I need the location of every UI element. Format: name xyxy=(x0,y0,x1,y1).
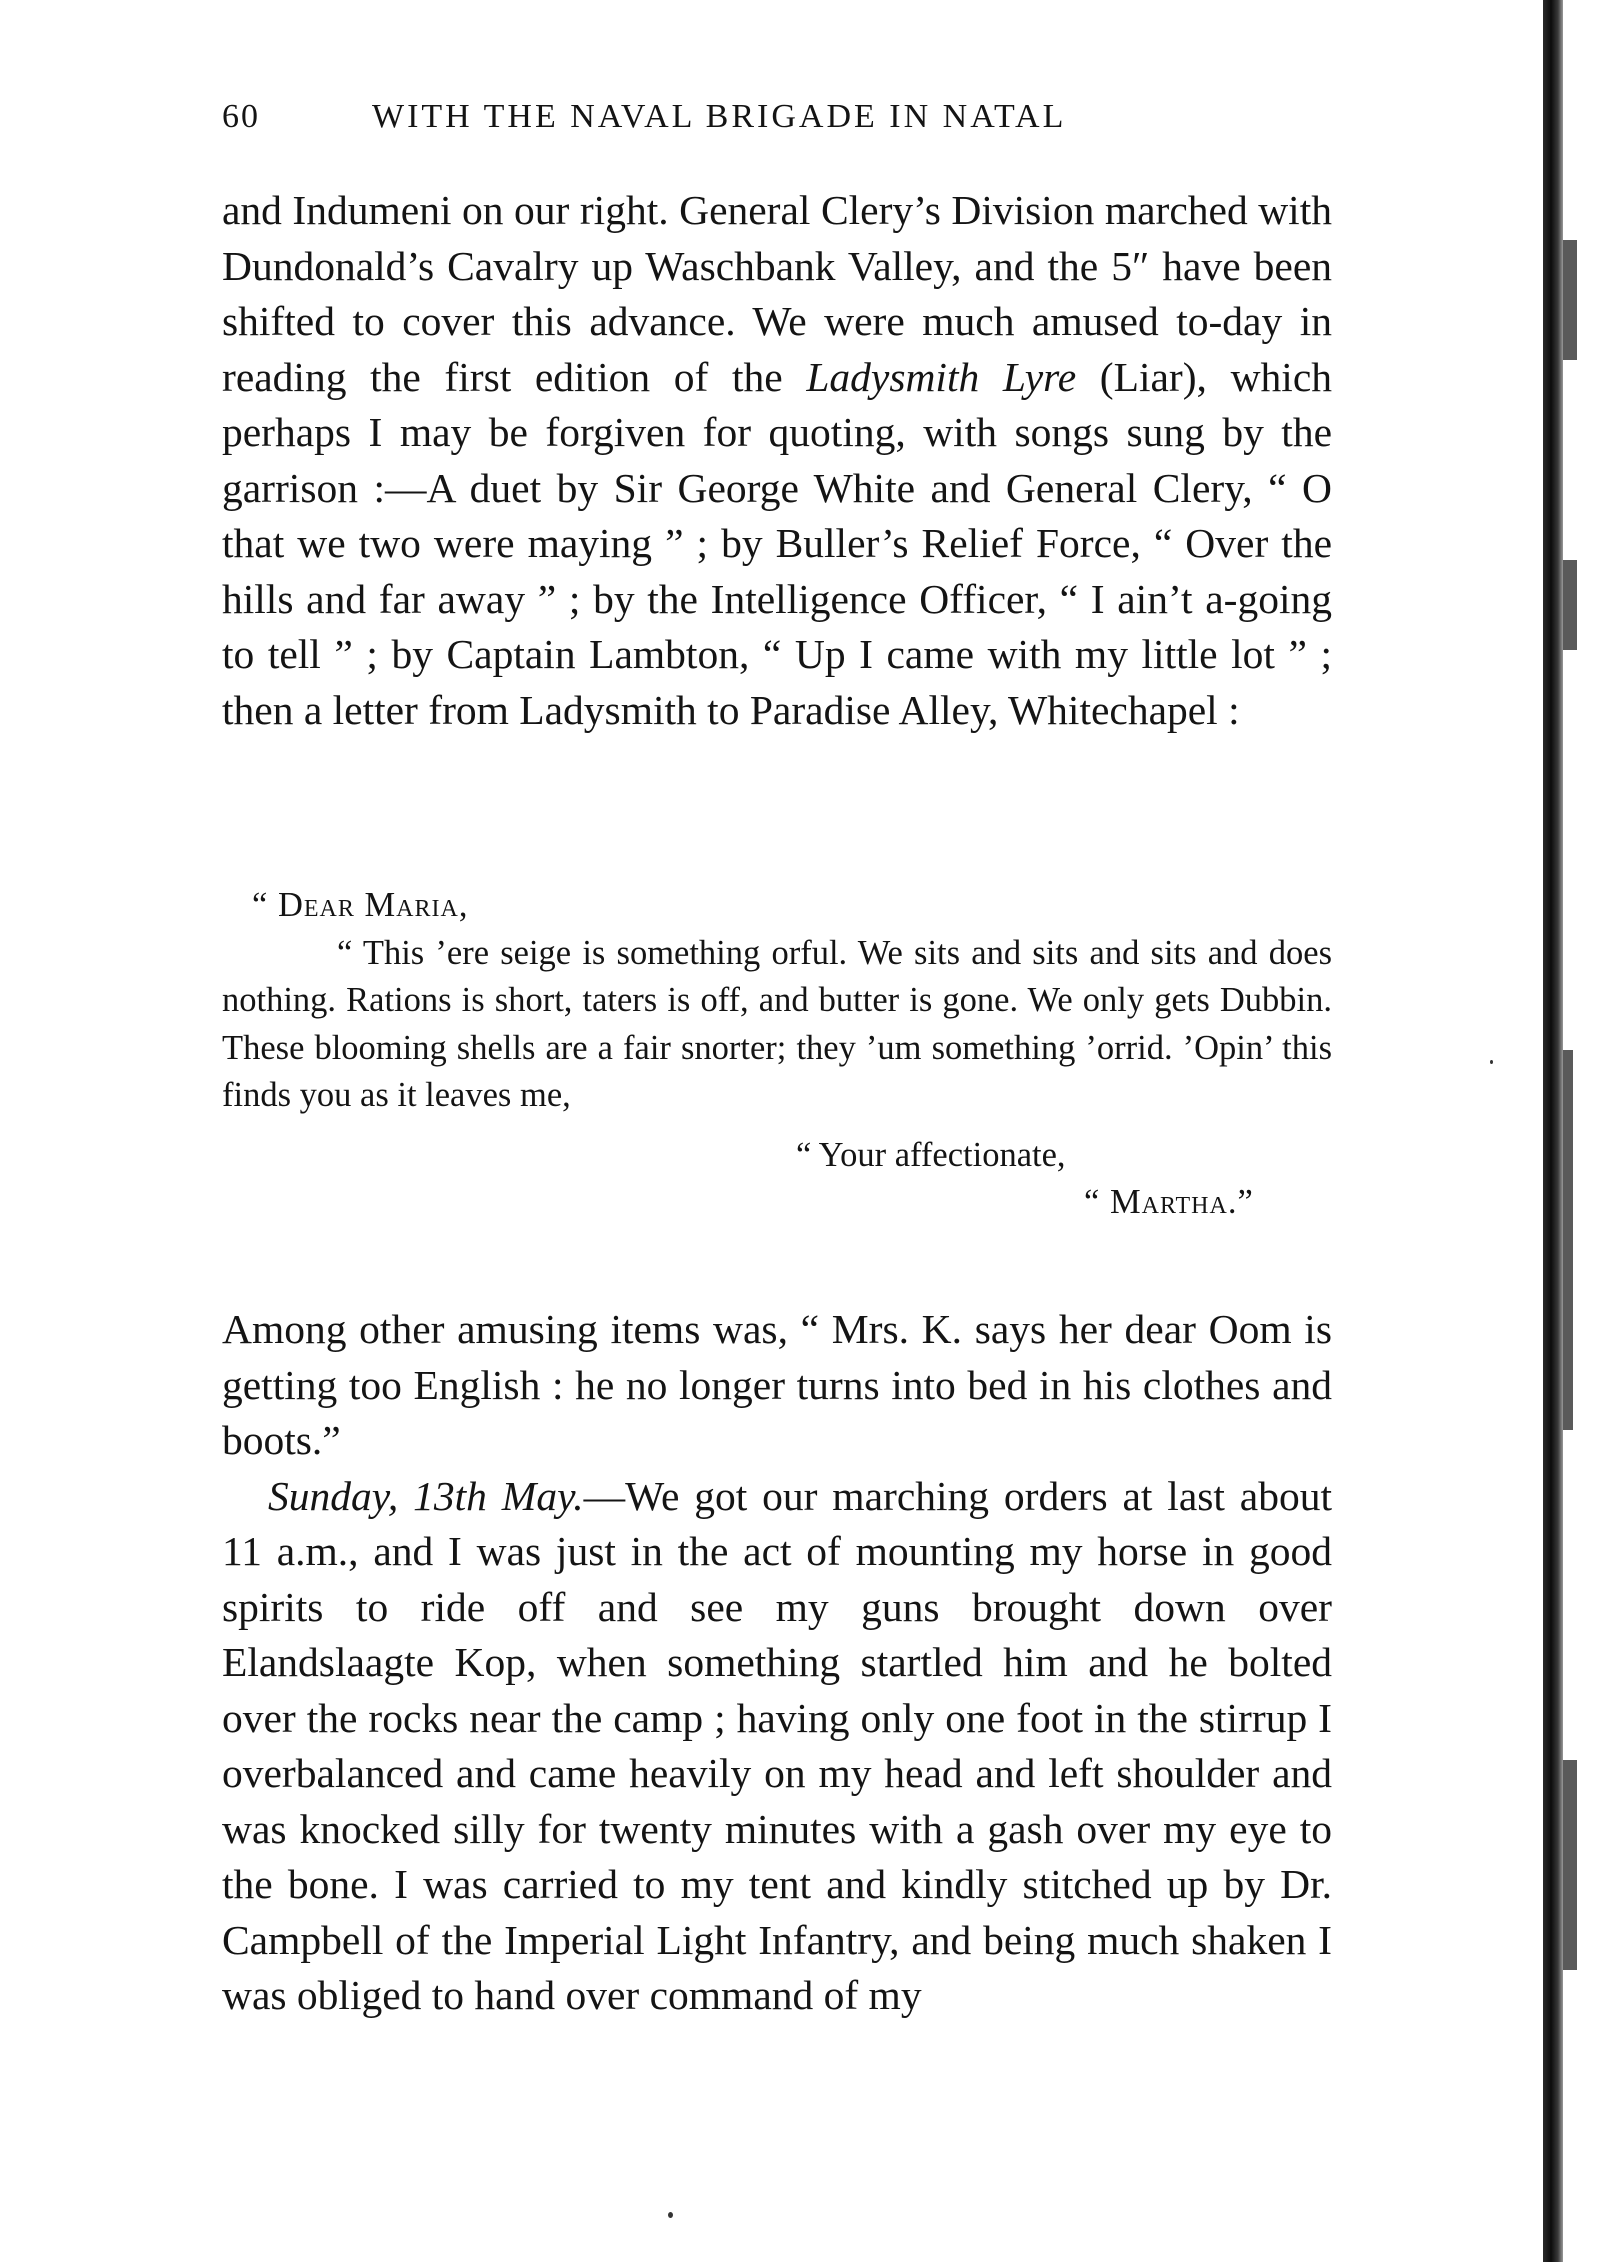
letter-salutation: “ Dear Maria, xyxy=(252,886,469,924)
ink-speck xyxy=(1490,1060,1493,1064)
paragraph-2-block xyxy=(222,1302,1332,2024)
spine-shadow xyxy=(1563,560,1577,650)
paragraph-1-text-a: and Indumeni on our right. General Clery’s Division marched with Dundonald’s Cavalry up Waschbank Valley, and the 5″ have been shifted to cover this advance. We were much amused to-day in reading the first edition of the xyxy=(222,187,1332,400)
ink-speck xyxy=(668,2212,673,2218)
running-title: WITH THE NAVAL BRIGADE IN NATAL xyxy=(372,98,1067,135)
letter-signature: “ Martha.” xyxy=(1084,1183,1254,1221)
spine-shadow xyxy=(1563,240,1577,360)
newspaper-title: Ladysmith Lyre xyxy=(806,353,1077,400)
paragraph-3 xyxy=(222,1469,1332,2024)
paragraph-1 xyxy=(222,183,1332,738)
page-number: 60 xyxy=(222,98,260,135)
page-header xyxy=(222,98,1332,148)
paragraph-3-text: —We got our marching orders at last about 11 a.m., and I was just in the act of mounting my horse in good spirits to ride off and see my guns brought down over Elandslaagte Kop, when something startled him and he bolted over the rocks near the camp ; having only one foot in the stirrup I overbalanced and came heavily on my head and left shoulder and was knocked silly for twenty minutes with a gash over my eye to the bone. I was carried to my tent and kindly stitched up by Dr. Campbell of the Imperial Light Infantry, and being much shaken I was obliged to hand over command of my xyxy=(222,1472,1332,2018)
paragraph-1-text-b: (Liar), which perhaps I may be forgiven for quoting, with songs sung by the garrison :—A duet by Sir George White and General Clery, “ O that we two were maying ” ; by Buller’s Relief Force, “ Over the hills and far away ” ; by the Intelligence Officer, “ I ain’t a-going to tell ” ; by Captain Lambton, “ Up I came with my little lot ” ; then a letter from Ladysmith to Paradise Alley, Whitechapel : xyxy=(222,353,1332,733)
diary-date: Sunday, 13th May. xyxy=(268,1472,584,1519)
spine-shadow xyxy=(1563,1760,1577,1970)
book-spine-edge xyxy=(1543,0,1563,2262)
spine-shadow xyxy=(1563,1050,1573,1430)
paragraph-2: Among other amusing items was, “ Mrs. K. says her dear Oom is getting too English : he no longer turns into bed in his clothes and boots.” xyxy=(222,1306,1332,1463)
letter-message: “ This ’ere seige is something orful. We sits and sits and sits and does nothing. Rations is short, taters is off, and butter is gone. We only gets Dubbin. These blooming shells are a fair snorter; they ’um something ’orrid. ’Opin’ this finds you as it leaves me, xyxy=(222,933,1332,1114)
letter-closing: “ Your affectionate, xyxy=(796,1135,1066,1174)
quoted-letter xyxy=(222,882,1332,1227)
